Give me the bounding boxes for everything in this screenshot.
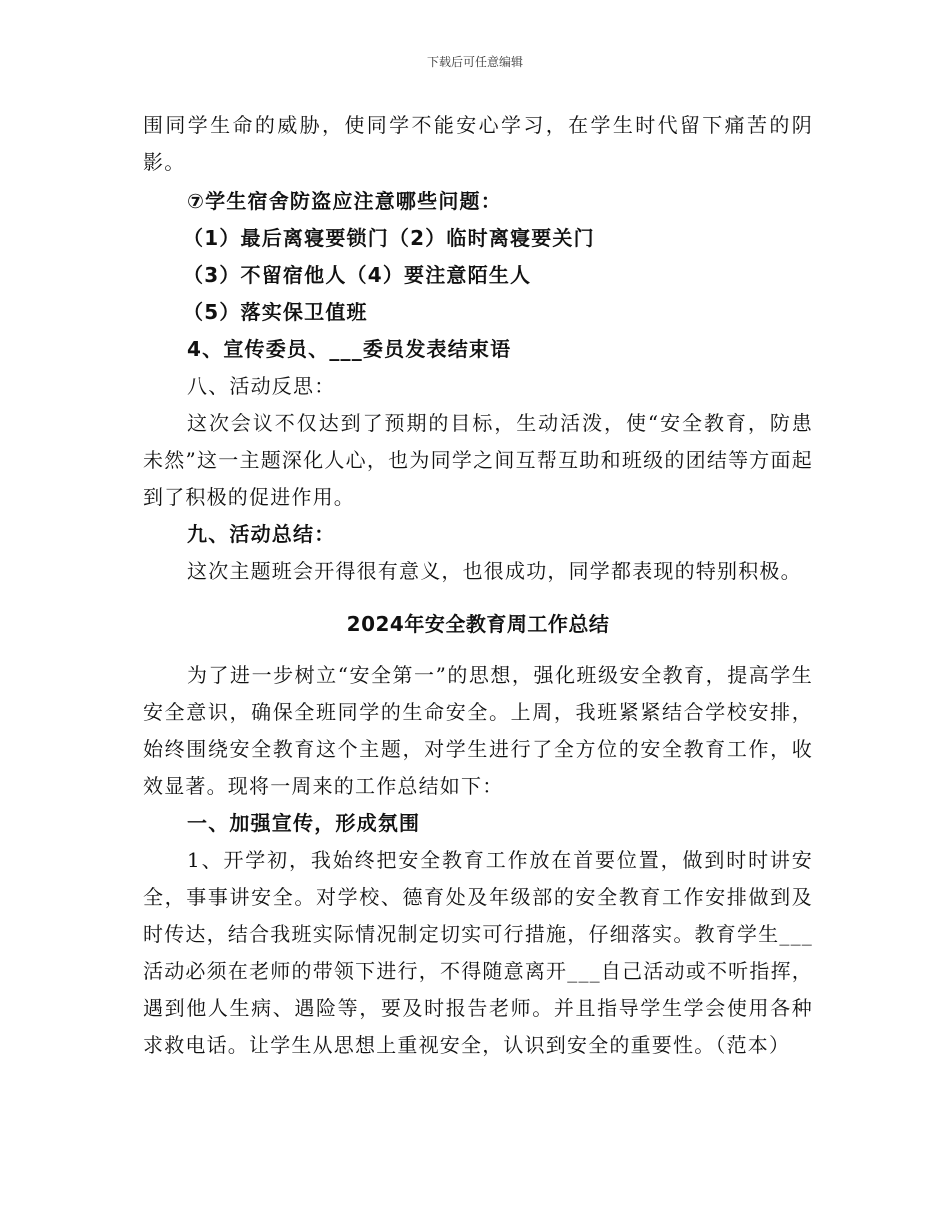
document-body	[143, 107, 813, 1064]
paragraph-summary: 这次主题班会开得很有意义，也很成功，同学都表现的特别积极。	[187, 559, 802, 583]
paragraph-intro: 为了进一步树立“安全第一”的思想，强化班级安全教育，提高学生安全意识，确保全班同学的生命安全。上周，我班紧紧结合学校安排，始终围绕安全教育这个主题，对学生进行了全方位的安全教育工作，收效显著。现将一周来的工作总结如下：	[143, 663, 813, 798]
section-1-paragraph-1: 1、开学初，我始终把安全教育工作放在首要位置，做到时时讲安全，事事讲安全。对学校、德育处及年级部的安全教育工作安排做到及时传达，结合我班实际情况制定切实可行措施，仔细落实。教育学生___活动必须在老师的带领下进行，不得随意离开___自己活动或不听指挥，遇到他人生病、遇险等，要及时报告老师。并且指导学生学会使用各种求救电话。让学生从思想上重视安全，认识到安全的重要性。（范本）	[143, 848, 813, 1057]
heading-dorm-theft: ⑦学生宿舍防盗应注意哪些问题：	[187, 189, 502, 213]
document-title: 2024年安全教育周工作总结	[346, 612, 610, 636]
list-item-3: （5）落实保卫值班	[183, 300, 368, 324]
heading-summary: 九、活动总结：	[187, 522, 336, 546]
paragraph-continuation: 围同学生命的威胁，使同学不能安心学习，在学生时代留下痛苦的阴影。	[143, 113, 813, 174]
paragraph-reflection: 这次会议不仅达到了预期的目标，生动活泼，使“安全教育，防患未然”这一主题深化人心，也为同学之间互帮互助和班级的团结等方面起到了积极的促进作用。	[143, 411, 813, 509]
page-header: 下载后可任意编辑	[426, 55, 523, 69]
list-item-2: （3）不留宿他人（4）要注意陌生人	[183, 263, 532, 287]
step-4: 4、宣传委员、___委员发表结束语	[187, 337, 512, 361]
section-heading-1: 一、加强宣传，形成氛围	[187, 811, 421, 835]
list-item-1: （1）最后离寝要锁门（2）临时离寝要关门	[183, 226, 595, 250]
heading-reflection: 八、活动反思：	[187, 374, 336, 398]
